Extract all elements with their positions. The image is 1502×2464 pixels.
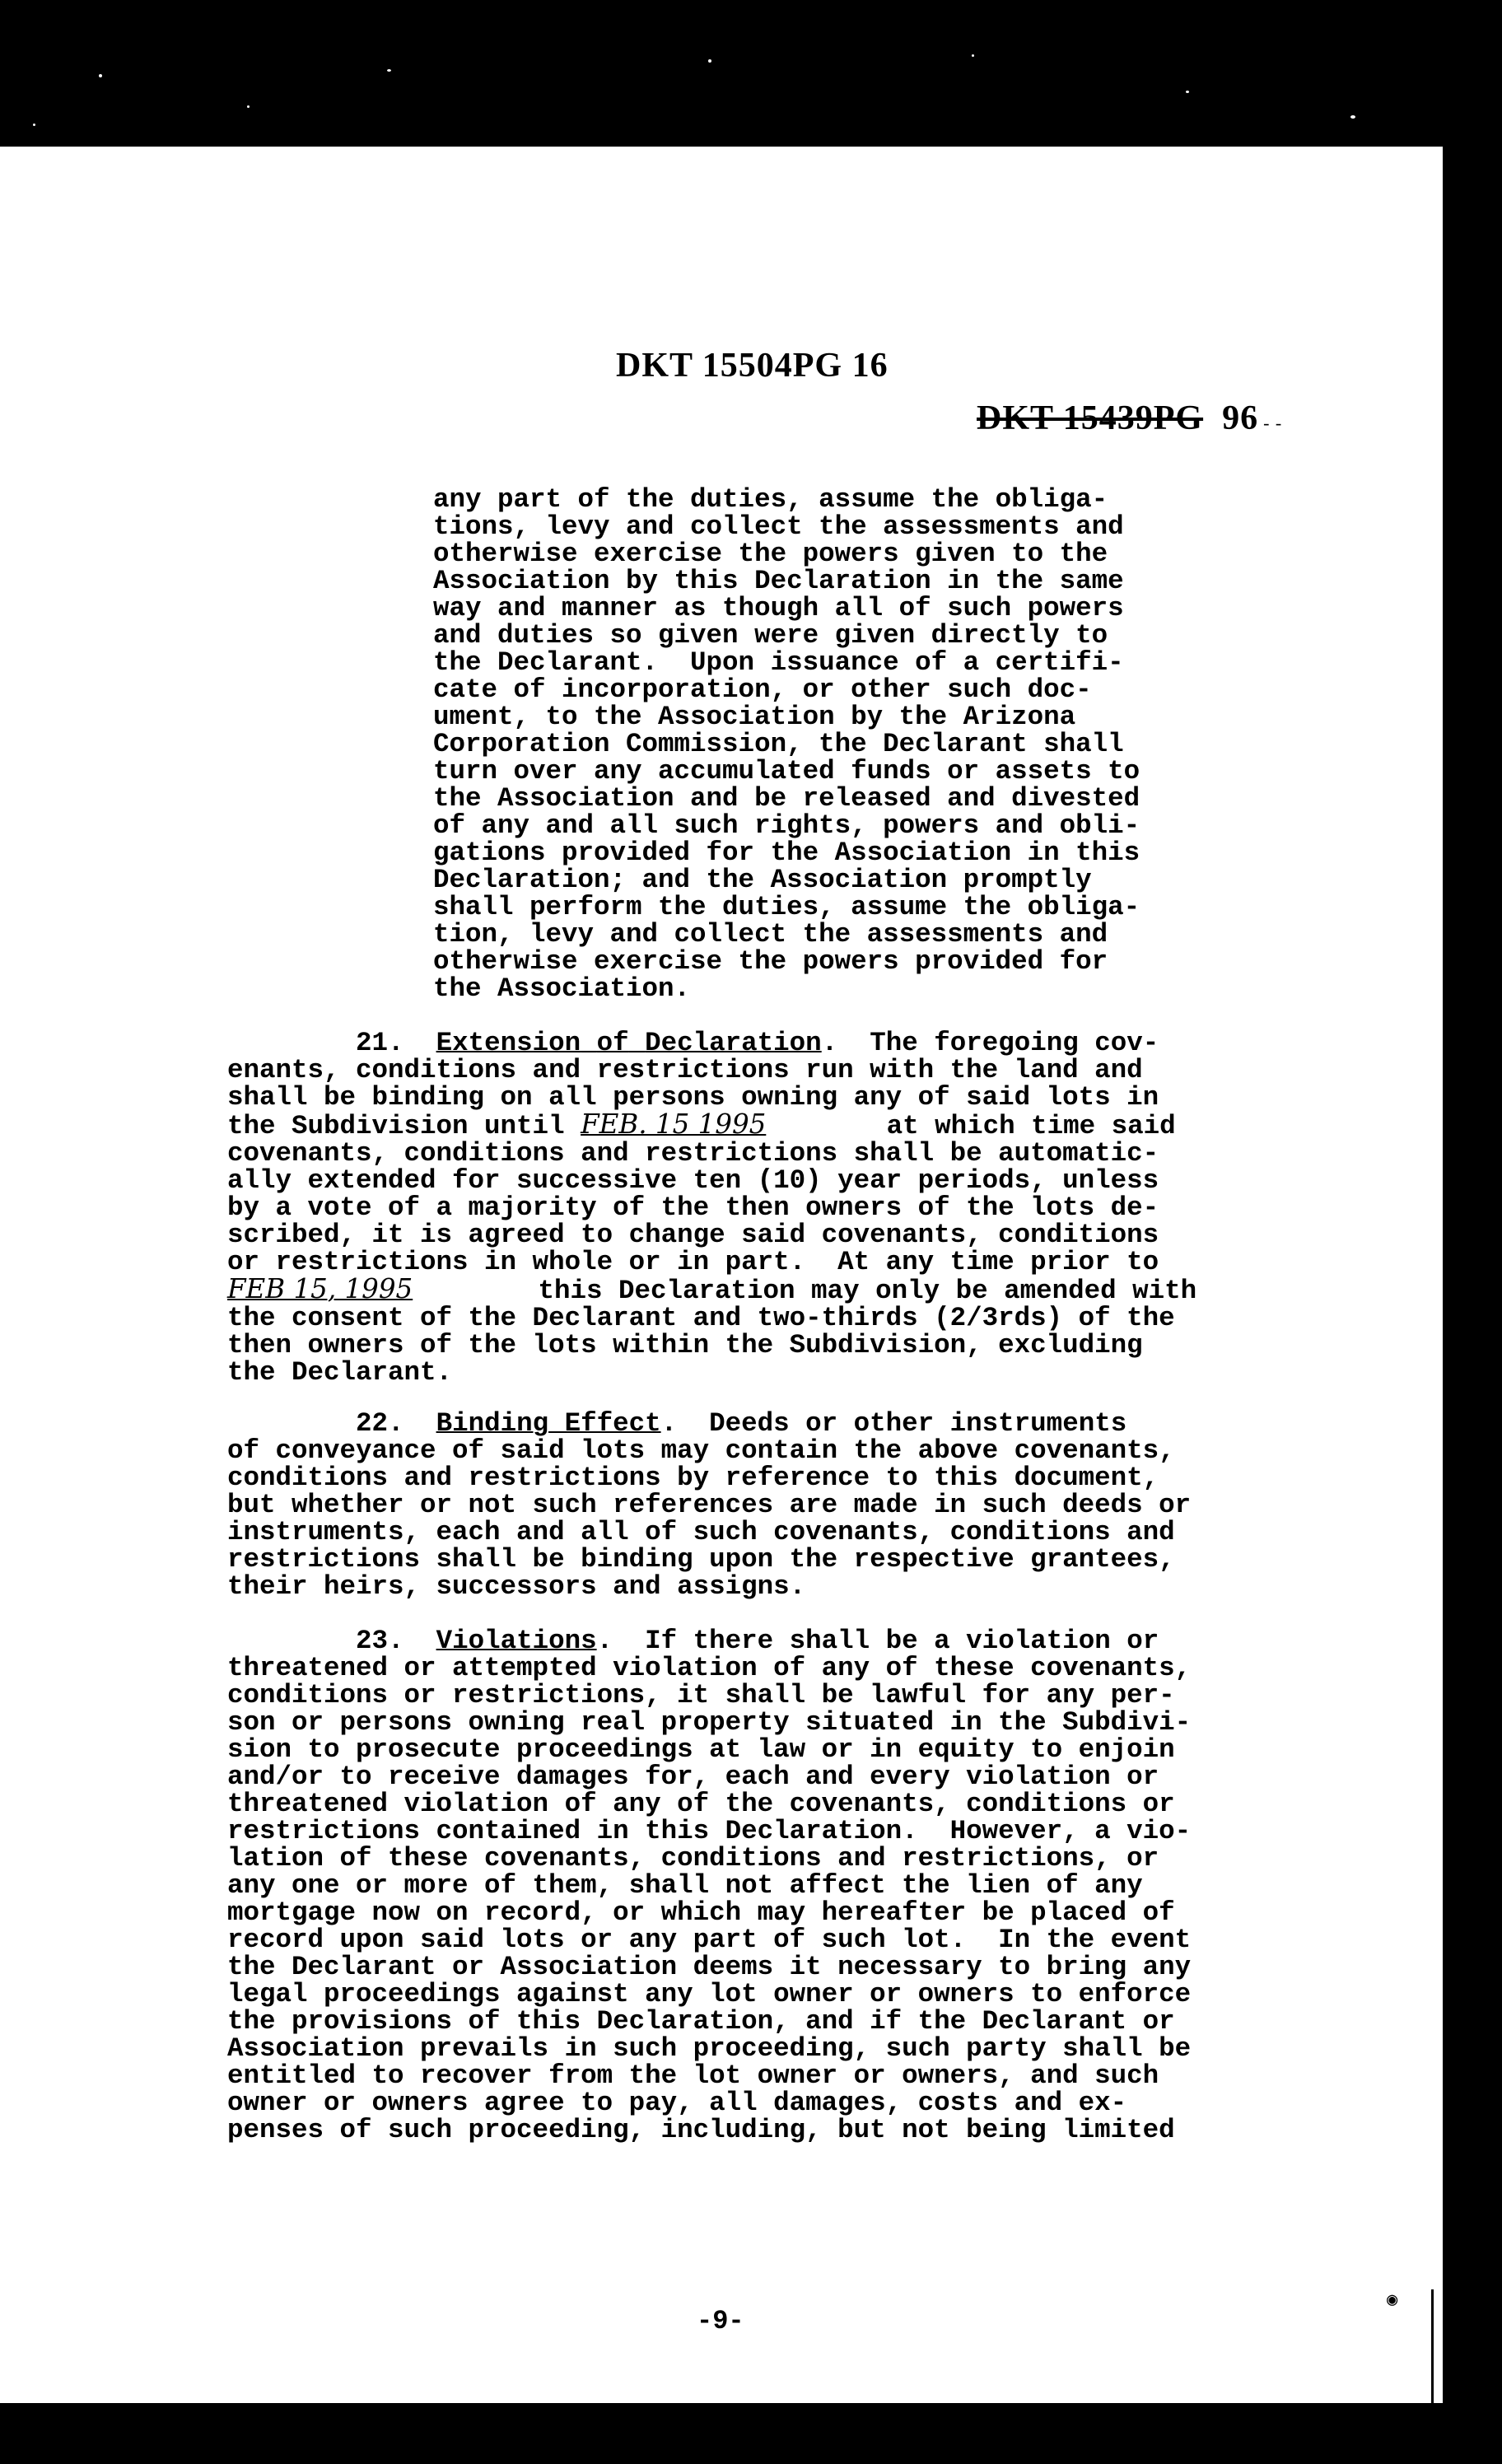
handwritten-date-2: FEB 15, 1995: [227, 1273, 413, 1304]
text-line: the Association and be released and divested: [433, 783, 1140, 814]
section-22-number: 22.: [356, 1408, 404, 1439]
text-line: lation of these covenants, conditions and restrictions, or: [227, 1843, 1159, 1874]
text-line: restrictions shall be binding upon the respective grantees,: [227, 1544, 1175, 1575]
text-line: and duties so given were given directly to: [433, 620, 1108, 651]
section-23-heading: Violations: [436, 1626, 597, 1656]
text-line: entitled to recover from the lot owner or owners, and such: [227, 2060, 1159, 2091]
text-line: otherwise exercise the powers given to the: [433, 539, 1108, 569]
text-line: Association prevails in such proceeding, such party shall be: [227, 2033, 1192, 2064]
text-line: turn over any accumulated funds or assets to: [433, 756, 1140, 786]
text-line: tion, levy and collect the assessments and: [433, 919, 1108, 950]
text-line: but whether or not such references are made in such deeds or: [227, 1490, 1192, 1520]
scan-border-top: [0, 0, 1502, 147]
section-22-heading: Binding Effect: [436, 1408, 661, 1439]
text-line: the provisions of this Declaration, and if the Declarant or: [227, 2006, 1175, 2037]
section-21-number: 21.: [356, 1028, 404, 1058]
text-line: legal proceedings against any lot owner or owners to enforce: [227, 1979, 1192, 2009]
text-line: the Declarant. Upon issuance of a certifi-: [433, 647, 1124, 678]
text-line: tions, levy and collect the assessments and: [433, 511, 1124, 542]
text-line: the Declarant or Association deems it necessary to bring any: [227, 1952, 1192, 1982]
text-line: Association by this Declaration in the same: [433, 566, 1124, 596]
text-line: any one or more of them, shall not affect the lien of any: [227, 1870, 1143, 1901]
text-line: conditions or restrictions, it shall be lawful for any per-: [227, 1680, 1175, 1710]
text-line: of conveyance of said lots may contain the above covenants,: [227, 1435, 1175, 1466]
text-line: way and manner as though all of such powers: [433, 593, 1124, 623]
scan-edge-line: [1431, 2289, 1434, 2405]
text-line: conditions and restrictions by reference to this document,: [227, 1463, 1159, 1493]
text-line: son or persons owning real property situated in the Subdivi-: [227, 1707, 1192, 1738]
recording-stamp-primary: DKT 15504PG 16: [616, 347, 889, 385]
scan-mark: ◉: [1387, 2290, 1398, 2311]
text-line: sion to prosecute proceedings at law or in equity to enjoin: [227, 1734, 1175, 1765]
text-line: and/or to receive damages for, each and every violation or: [227, 1762, 1159, 1792]
recording-stamp-secondary: DKT 15439PG 96 - -: [977, 399, 1283, 437]
text-line: threatened or attempted violation of any of these covenants,: [227, 1653, 1192, 1683]
text-line: any part of the duties, assume the obliga-: [433, 484, 1108, 515]
continued-paragraph: [433, 486, 1140, 1002]
section-22-binding-effect: 22. Binding Effect. Deeds or other instruments of conveyance of said lots may contain the above covenants, conditions and restrictions by reference to this document, but whether or not such references are made in such deeds or instruments, each and all of such covenants, conditions and restrictions shall be binding upon the respective grantees, their heirs, successors and assigns.: [227, 1408, 1192, 1602]
section-21-heading: Extension of Declaration: [436, 1028, 822, 1058]
text-line: shall perform the duties, assume the obliga-: [433, 892, 1140, 922]
section-23-violations: 23. Violations. If there shall be a violation or threatened or attempted violation of any of these covenants, conditions or restrictions, it shall be lawful for any per- son or persons owning real property situated in the Subdivi- sion to prosecute proceedings at law or in equity to enjoin and/or to receive damages for, each and every violation or threatened violation of any of the covenants, conditions or restrictions contained in this Declaration. However, a vio- lation of these covenants, conditions and restrictions, or any one or more of them, shall not affect the lien of any mortgage now on record, or which may hereafter be placed of record upon said lots or any part of such lot. In the event the Declarant or Association deems it necessary to bring any legal proceedings against any lot owner or owners to enforce the provisions of this Declaration, and if the Declarant or Association prevails in such proceeding, such party shall be entitled to recover from the lot owner or owners, and such owner or owners agree to pay, all damages, costs and ex- penses of such proceeding, including, but not being limited: [227, 1626, 1192, 2145]
text-line: Corporation Commission, the Declarant shall: [433, 729, 1124, 759]
text-line: penses of such proceeding, including, but not being limited: [227, 2115, 1175, 2145]
text-line: owner or owners agree to pay, all damages, costs and ex-: [227, 2088, 1127, 2118]
text-line: threatened violation of any of the covenants, conditions or: [227, 1789, 1175, 1819]
text-line: otherwise exercise the powers provided for: [433, 946, 1108, 977]
section-21-extension-of-declaration: 21. Extension of Declaration. The foregoing cov- enants, conditions and restrictions run with the land and shall be binding on all persons owning any of said lots in the Subdivision until FEB. 15 1995 at which time said covenants, conditions and restrictions shall be automatic- ally extended for successive ten (10) year periods, unless by a vote of a majority of the then owners of the lots de- scribed, it is agreed to change said covenants, conditions or restrictions in whole or in part. At any time prior to FEB 15, 1995 this Declaration may only be amended with the consent of the Declarant and two-thirds (2/3rds) of the then owners of the lots within the Subdivision, excluding the Declarant.: [227, 1028, 1197, 1388]
page-number: -9-: [697, 2306, 744, 2336]
text-line: gations provided for the Association in this: [433, 838, 1140, 868]
text-line: cate of incorporation, or other such doc-: [433, 674, 1092, 705]
text-line: their heirs, successors and assigns.: [227, 1571, 806, 1602]
text-line: record upon said lots or any part of such lot. In the event: [227, 1925, 1192, 1955]
text-line: instruments, each and all of such covenants, conditions and: [227, 1517, 1175, 1547]
text-line: of any and all such rights, powers and obli-: [433, 810, 1140, 841]
text-line: restrictions contained in this Declaration. However, a vio-: [227, 1816, 1192, 1846]
section-23-number: 23.: [356, 1626, 404, 1656]
handwritten-date-1: FEB. 15 1995: [581, 1108, 767, 1140]
text-line: Declaration; and the Association promptly: [433, 865, 1092, 895]
text-line: mortgage now on record, or which may hereafter be placed of: [227, 1897, 1175, 1928]
text-line: the Association.: [433, 973, 691, 1004]
text-line: ument, to the Association by the Arizona: [433, 702, 1076, 732]
